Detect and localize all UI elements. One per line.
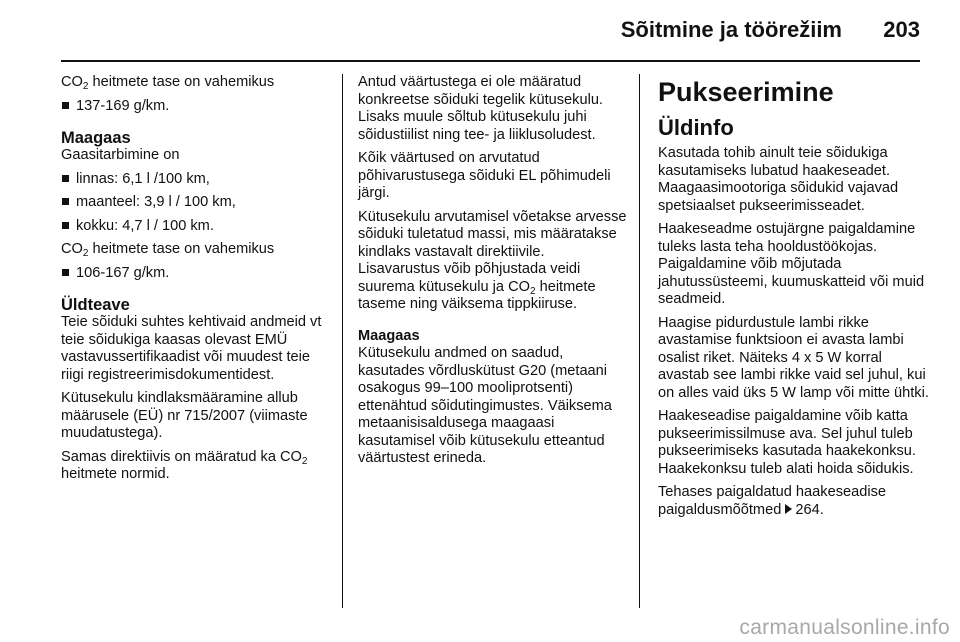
list-item: 106-167 g/km. bbox=[61, 265, 331, 283]
paragraph: Kütusekulu andmed on saadud, kasutades võrdluskütust G20 (metaani osakogus 99–100 mooliprotsenti) ettenähtud sõidutingimustes. Väiksema metaanisisaldusega maagaasi kasutamisel võib kütusekulu etteantud väärtustest erineda. bbox=[358, 345, 612, 466]
list-item: linnas: 6,1 l /100 km, bbox=[61, 171, 331, 189]
bullet-square-icon bbox=[62, 175, 69, 182]
bullet-square-icon bbox=[62, 102, 69, 109]
gas-consumption-intro: Gaasitarbimine on bbox=[61, 147, 180, 163]
page-reference-arrow-icon bbox=[785, 504, 792, 514]
paragraph: Haagise pidurdustule lambi rikke avastamise funktsioon ei avasta lambi osalist riket. Näiteks 4 x 5 W korral avastab see lambi rikke vaid sel juhul, kui on alles vaid üks 5 W lamp või mitte ühtki. bbox=[658, 314, 929, 401]
page-reference-link[interactable]: 264. bbox=[795, 501, 824, 518]
bullet-square-icon bbox=[62, 198, 69, 205]
section-heading-general: Üldteave bbox=[61, 296, 130, 314]
column-3 bbox=[658, 74, 930, 525]
paragraph: Haakeseadise paigaldamine võib katta pukseerimissilmuse ava. Sel juhul tuleb pukseerimiseks kasutada haakekonksu. Haakekonksu tuleb alati hoida sõidukis. bbox=[658, 408, 916, 477]
subsection-title-general-info: Üldinfo bbox=[658, 115, 734, 140]
list-item: 137-169 g/km. bbox=[61, 98, 331, 116]
paragraph: Samas direktiivis on määratud ka $CO_2$ heitmete normid. bbox=[61, 448, 308, 482]
column-2 bbox=[358, 74, 628, 474]
paragraph: Kasutada tohib ainult teie sõidukiga kasutamiseks lubatud haakeseadet. Maagaasimootoriga sõidukid vajavad spetsiaalset pukseerimisseadet. bbox=[658, 145, 899, 214]
paragraph: Haakeseadme ostujärgne paigaldamine tuleks lasta teha hooldustöökojas. Paigaldamine võib mõjutada jahutussüsteemi, kuumuskatteid või muid seadmeid. bbox=[658, 221, 925, 307]
paragraph: Teie sõiduki suhtes kehtivaid andmeid vt teie sõidukiga kaasas olevast EMÜ vastavussertifikaadist või muudest teie riigi registreerimisdokumentidest. bbox=[61, 314, 322, 383]
column-1 bbox=[61, 74, 331, 490]
section-heading-gas: Maagaas bbox=[358, 327, 420, 344]
section-heading-lpg: Maagaas bbox=[61, 129, 131, 147]
paragraph: Kõik väärtused on arvutatud põhivarustusega sõiduki EL põhimudeli järgi. bbox=[358, 150, 611, 201]
co2-range-b: $CO_2$ heitmete tase on vahemikus bbox=[61, 241, 275, 259]
watermark: carmanualsonline.info bbox=[739, 616, 950, 639]
bullet-square-icon bbox=[62, 269, 69, 276]
paragraph: Antud väärtustega ei ole määratud konkreetse sõiduki tegelik kütusekulu. Lisaks muule sõltub kütusekulu juhi sõidustiilist ning tee- ja liiklusoludest. bbox=[358, 74, 603, 143]
section-title-towing: Pukseerimine bbox=[658, 77, 834, 107]
paragraph: Kütusekulu kindlaksmääramine allub määrusele (EÜ) nr 715/2007 (viimaste muudatustega). bbox=[61, 390, 308, 441]
paragraph: Kütusekulu arvutamisel võetakse arvesse sõiduki tuletatud massi, mis määratakse kindlaks vastavalt direktiivile. Lisavarustus võib põhjustada veidi suurema kütusekulu ja $CO_2$ heitmete taseme ning väiksema tippkiiruse. bbox=[358, 208, 627, 312]
page-header bbox=[0, 0, 960, 60]
header-divider bbox=[61, 60, 920, 62]
column-divider-1 bbox=[342, 74, 343, 608]
chapter-title: Sõitmine ja töörežiim bbox=[620, 17, 842, 42]
co2-range-a: $CO_2$ heitmete tase on vahemikus bbox=[61, 74, 275, 92]
page-number: 203 bbox=[883, 17, 920, 42]
column-divider-2 bbox=[639, 74, 640, 608]
paragraph: Tehases paigaldatud haakeseadise paigaldusmõõtmed 264. bbox=[658, 484, 886, 518]
list-item: kokku: 4,7 l / 100 km. bbox=[61, 218, 331, 236]
list-item: maanteel: 3,9 l / 100 km, bbox=[61, 194, 331, 212]
bullet-square-icon bbox=[62, 222, 69, 229]
